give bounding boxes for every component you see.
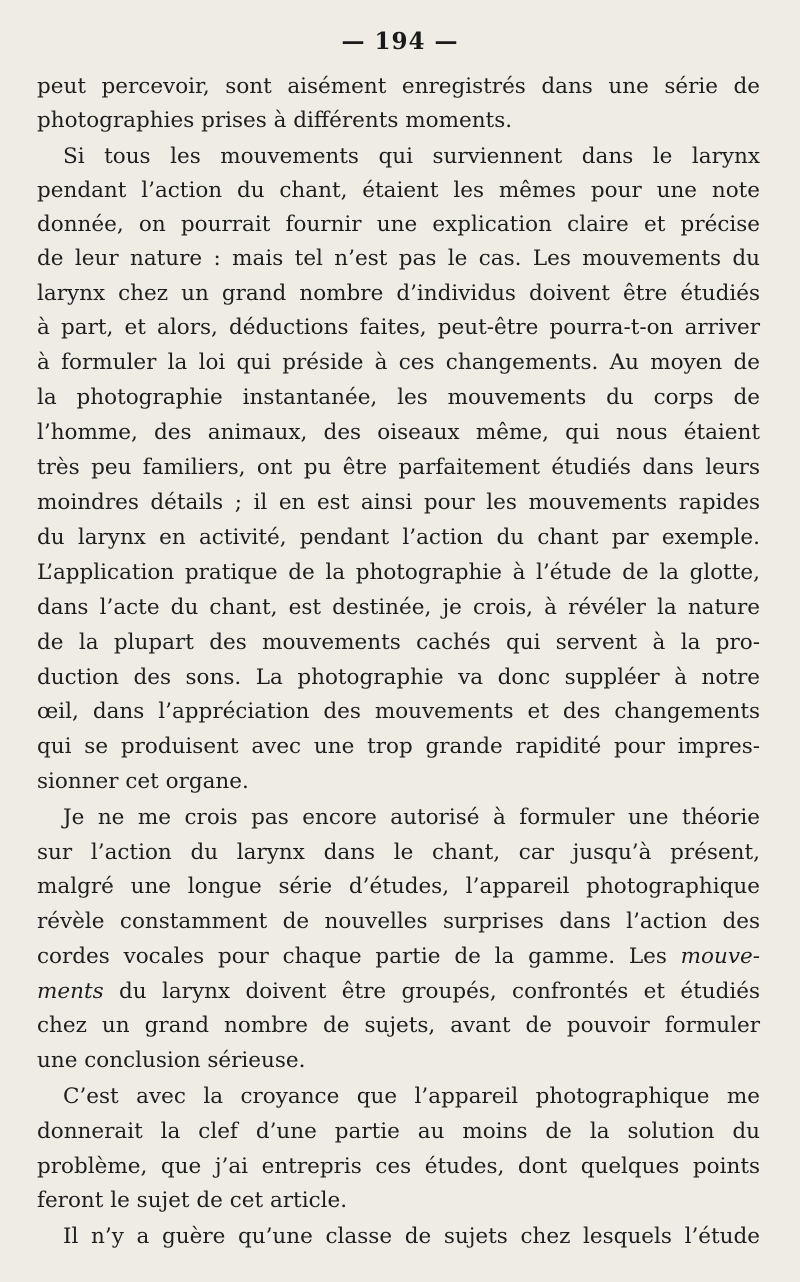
page-number: — 194 —: [341, 28, 459, 55]
text-line-20: qui se produisent avec une trop grande rapidité pour impres-: [37, 734, 760, 759]
text-line-7: larynx chez un grand nombre d’individus doivent être étudiés: [37, 281, 760, 306]
text-line-31: donnerait la clef d’une partie au moins de la solution du: [37, 1119, 760, 1144]
text-line-27: [37, 975, 760, 1009]
text-line-26-roman: cordes vocales pour chaque partie de la gamme. Les: [37, 944, 681, 969]
text-line-10: la photographie instantanée, les mouvements du corps de: [37, 385, 760, 410]
text-line-26-italic: mouve-: [680, 944, 760, 969]
text-line-25: révèle constamment de nouvelles surprises dans l’action des: [37, 909, 760, 934]
text-line-22: Je ne me crois pas encore autorisé à formuler une théorie: [63, 805, 760, 830]
text-line-30: C’est avec la croyance que l’appareil photographique me: [63, 1084, 760, 1109]
text-line-23: sur l’action du larynx dans le chant, car jusqu’à présent,: [37, 840, 760, 865]
text-line-12: très peu familiers, ont pu être parfaitement étudiés dans leurs: [37, 455, 760, 480]
text-line-32: problème, que j’ai entrepris ces études, dont quelques points: [37, 1154, 760, 1179]
text-line-3: Si tous les mouvements qui surviennent dans le larynx: [63, 144, 760, 169]
text-line-34: Il n’y a guère qu’une classe de sujets chez lesquels l’étude: [63, 1224, 760, 1249]
text-line-21: sionner cet organe.: [37, 769, 249, 794]
text-line-16: dans l’acte du chant, est destinée, je crois, à révéler la nature: [37, 595, 760, 620]
text-line-27-italic: ments: [37, 979, 104, 1004]
text-line-19: œil, dans l’appréciation des mouvements et des changements: [37, 699, 760, 724]
text-line-27-roman: du larynx doivent être groupés, confrontés et étudiés: [103, 979, 760, 1004]
text-line-33: feront le sujet de cet article.: [37, 1188, 348, 1213]
text-line-8: à part, et alors, déductions faites, peut-être pourra-t-on arriver: [37, 315, 760, 340]
text-line-18: duction des sons. La photographie va donc suppléer à notre: [37, 665, 760, 690]
text-line-28: chez un grand nombre de sujets, avant de pouvoir formuler: [37, 1013, 760, 1038]
text-line-6: de leur nature : mais tel n’est pas le cas. Les mouvements du: [37, 246, 760, 271]
text-line-26: [37, 940, 760, 974]
text-line-2: photographies prises à différents moments.: [37, 108, 513, 133]
text-line-11: l’homme, des animaux, des oiseaux même, qui nous étaient: [37, 420, 760, 445]
text-line-14: du larynx en activité, pendant l’action du chant par exemple.: [37, 525, 760, 550]
text-line-17: de la plupart des mouvements cachés qui servent à la pro-: [37, 630, 760, 655]
text-line-4: pendant l’action du chant, étaient les mêmes pour une note: [37, 178, 760, 203]
text-line-9: à formuler la loi qui préside à ces changements. Au moyen de: [37, 350, 760, 375]
text-line-15: L’application pratique de la photographie à l’étude de la glotte,: [37, 560, 760, 585]
text-line-24: malgré une longue série d’études, l’appareil photographique: [37, 874, 760, 899]
text-line-29: une conclusion sérieuse.: [37, 1048, 306, 1073]
text-line-1: peut percevoir, sont aisément enregistrés dans une série de: [37, 74, 760, 99]
text-line-13: moindres détails ; il en est ainsi pour les mouvements rapides: [37, 490, 760, 515]
text-line-5: donnée, on pourrait fournir une explication claire et précise: [37, 212, 760, 237]
